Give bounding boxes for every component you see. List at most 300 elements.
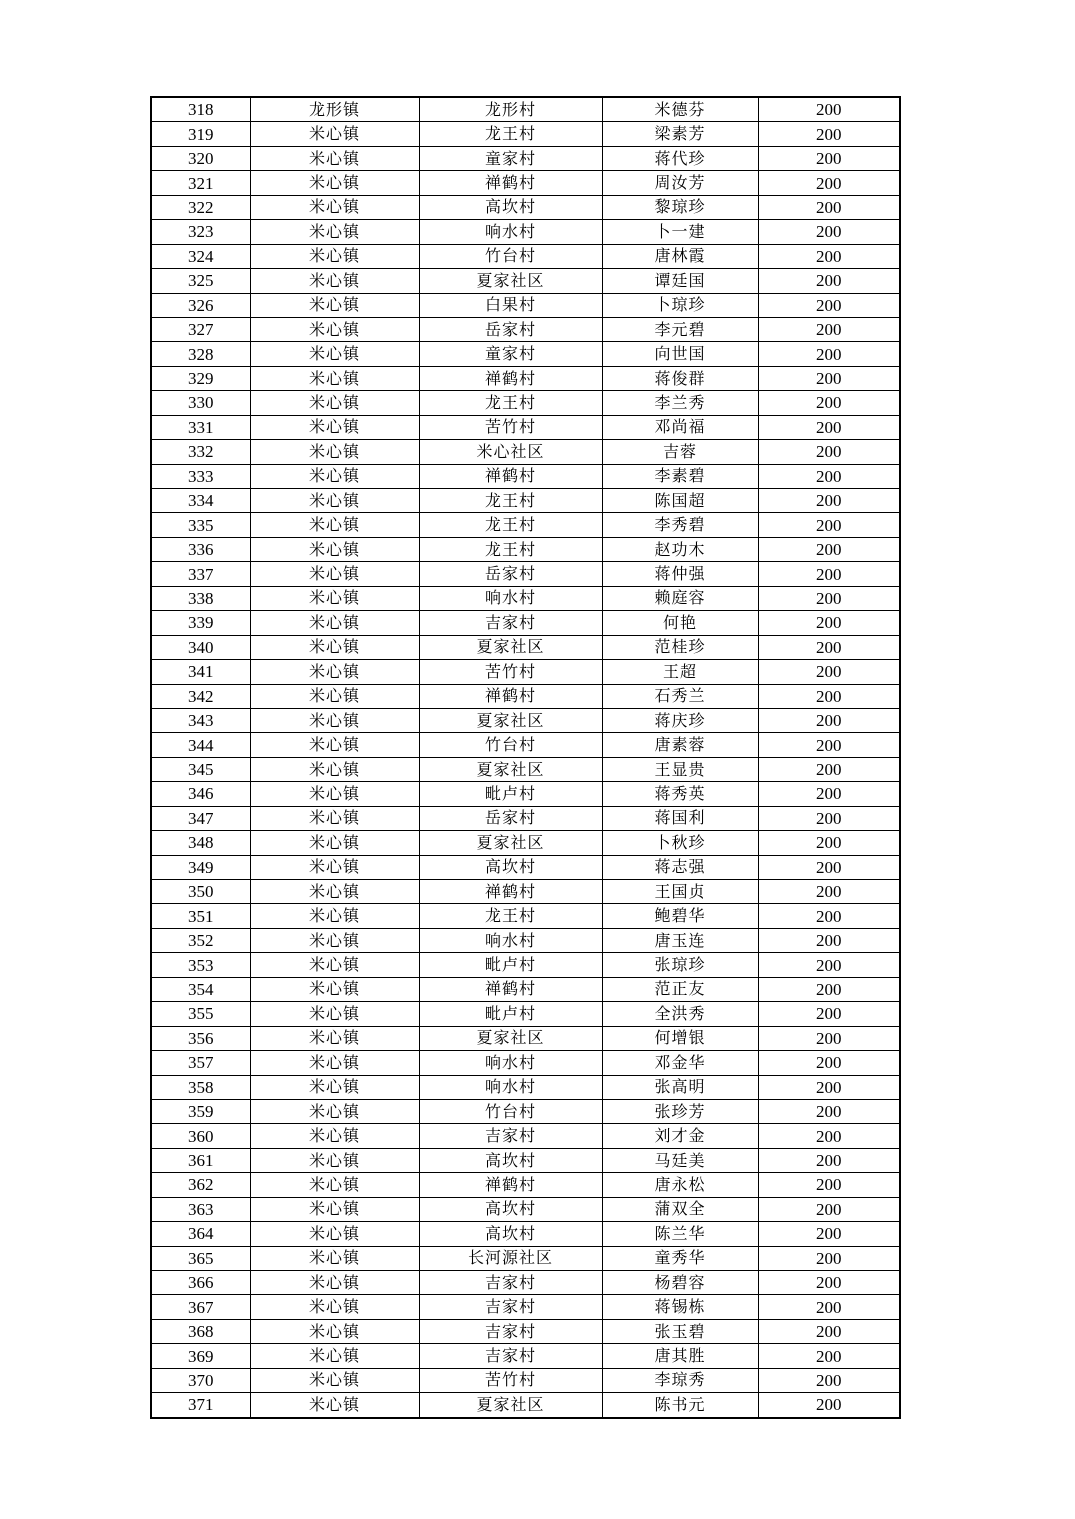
- village-cell: 夏家社区: [419, 708, 602, 732]
- row-number-cell: 362: [151, 1173, 250, 1197]
- village-cell: 高坎村: [419, 855, 602, 879]
- row-number-cell: 371: [151, 1393, 250, 1418]
- amount-cell: 200: [758, 1075, 900, 1099]
- row-number-cell: 351: [151, 904, 250, 928]
- amount-cell: 200: [758, 122, 900, 146]
- amount-cell: 200: [758, 244, 900, 268]
- row-number-cell: 338: [151, 586, 250, 610]
- name-cell: 王显贵: [602, 757, 758, 781]
- table-row: [151, 342, 900, 366]
- amount-cell: 200: [758, 904, 900, 928]
- name-cell: 吉蓉: [602, 440, 758, 464]
- village-cell: 响水村: [419, 928, 602, 952]
- village-cell: 童家村: [419, 146, 602, 170]
- town-cell: 米心镇: [250, 977, 419, 1001]
- name-cell: 童秀华: [602, 1246, 758, 1270]
- town-cell: 米心镇: [250, 1026, 419, 1050]
- town-cell: 米心镇: [250, 146, 419, 170]
- town-cell: 米心镇: [250, 611, 419, 635]
- row-number-cell: 354: [151, 977, 250, 1001]
- table-row: [151, 1075, 900, 1099]
- table-row: [151, 708, 900, 732]
- data-table: [150, 96, 901, 1419]
- name-cell: 唐玉连: [602, 928, 758, 952]
- town-cell: 米心镇: [250, 1271, 419, 1295]
- amount-cell: 200: [758, 195, 900, 219]
- name-cell: 蒋庆珍: [602, 708, 758, 732]
- town-cell: 米心镇: [250, 1051, 419, 1075]
- amount-cell: 200: [758, 953, 900, 977]
- table-row: [151, 1271, 900, 1295]
- name-cell: 马廷美: [602, 1148, 758, 1172]
- row-number-cell: 370: [151, 1368, 250, 1392]
- table-row: [151, 440, 900, 464]
- town-cell: 米心镇: [250, 440, 419, 464]
- row-number-cell: 360: [151, 1124, 250, 1148]
- village-cell: 毗卢村: [419, 953, 602, 977]
- amount-cell: 200: [758, 1246, 900, 1270]
- row-number-cell: 334: [151, 489, 250, 513]
- row-number-cell: 361: [151, 1148, 250, 1172]
- row-number-cell: 341: [151, 660, 250, 684]
- village-cell: 吉家村: [419, 1295, 602, 1319]
- amount-cell: 200: [758, 293, 900, 317]
- table-row: [151, 1002, 900, 1026]
- village-cell: 响水村: [419, 586, 602, 610]
- table-row: [151, 806, 900, 830]
- row-number-cell: 336: [151, 537, 250, 561]
- village-cell: 龙王村: [419, 391, 602, 415]
- name-cell: 谭廷国: [602, 269, 758, 293]
- amount-cell: 200: [758, 1002, 900, 1026]
- town-cell: 米心镇: [250, 904, 419, 928]
- row-number-cell: 343: [151, 708, 250, 732]
- village-cell: 岳家村: [419, 317, 602, 341]
- town-cell: 米心镇: [250, 122, 419, 146]
- name-cell: 蒋秀英: [602, 782, 758, 806]
- town-cell: 米心镇: [250, 293, 419, 317]
- name-cell: 蒋国利: [602, 806, 758, 830]
- village-cell: 禅鹤村: [419, 366, 602, 390]
- amount-cell: 200: [758, 1124, 900, 1148]
- row-number-cell: 331: [151, 415, 250, 439]
- town-cell: 米心镇: [250, 1075, 419, 1099]
- village-cell: 龙王村: [419, 513, 602, 537]
- amount-cell: 200: [758, 586, 900, 610]
- village-cell: 禅鹤村: [419, 684, 602, 708]
- name-cell: 陈书元: [602, 1393, 758, 1418]
- town-cell: 米心镇: [250, 195, 419, 219]
- name-cell: 卜秋珍: [602, 831, 758, 855]
- amount-cell: 200: [758, 317, 900, 341]
- town-cell: 米心镇: [250, 1197, 419, 1221]
- table-row: [151, 1197, 900, 1221]
- town-cell: 米心镇: [250, 562, 419, 586]
- row-number-cell: 357: [151, 1051, 250, 1075]
- village-cell: 苦竹村: [419, 1368, 602, 1392]
- table-row: [151, 1368, 900, 1392]
- amount-cell: 200: [758, 1173, 900, 1197]
- row-number-cell: 342: [151, 684, 250, 708]
- amount-cell: 200: [758, 782, 900, 806]
- table-row: [151, 855, 900, 879]
- row-number-cell: 363: [151, 1197, 250, 1221]
- village-cell: 龙王村: [419, 537, 602, 561]
- name-cell: 李元碧: [602, 317, 758, 341]
- village-cell: 童家村: [419, 342, 602, 366]
- name-cell: 何增银: [602, 1026, 758, 1050]
- village-cell: 禅鹤村: [419, 1173, 602, 1197]
- row-number-cell: 333: [151, 464, 250, 488]
- village-cell: 毗卢村: [419, 782, 602, 806]
- row-number-cell: 332: [151, 440, 250, 464]
- name-cell: 李秀碧: [602, 513, 758, 537]
- name-cell: 向世国: [602, 342, 758, 366]
- row-number-cell: 339: [151, 611, 250, 635]
- village-cell: 竹台村: [419, 244, 602, 268]
- village-cell: 夏家社区: [419, 635, 602, 659]
- town-cell: 米心镇: [250, 806, 419, 830]
- amount-cell: 200: [758, 562, 900, 586]
- name-cell: 卜一建: [602, 220, 758, 244]
- row-number-cell: 350: [151, 880, 250, 904]
- table-row: [151, 415, 900, 439]
- town-cell: 米心镇: [250, 489, 419, 513]
- row-number-cell: 319: [151, 122, 250, 146]
- village-cell: 吉家村: [419, 1319, 602, 1343]
- table-row: [151, 904, 900, 928]
- row-number-cell: 325: [151, 269, 250, 293]
- table-row: [151, 195, 900, 219]
- village-cell: 竹台村: [419, 733, 602, 757]
- table-row: [151, 1051, 900, 1075]
- name-cell: 唐其胜: [602, 1344, 758, 1368]
- village-cell: 夏家社区: [419, 269, 602, 293]
- row-number-cell: 320: [151, 146, 250, 170]
- amount-cell: 200: [758, 1099, 900, 1123]
- amount-cell: 200: [758, 635, 900, 659]
- table-row: [151, 391, 900, 415]
- town-cell: 米心镇: [250, 269, 419, 293]
- town-cell: 米心镇: [250, 635, 419, 659]
- row-number-cell: 330: [151, 391, 250, 415]
- amount-cell: 200: [758, 489, 900, 513]
- table-row: [151, 953, 900, 977]
- row-number-cell: 335: [151, 513, 250, 537]
- row-number-cell: 340: [151, 635, 250, 659]
- row-number-cell: 367: [151, 1295, 250, 1319]
- amount-cell: 200: [758, 97, 900, 122]
- amount-cell: 200: [758, 220, 900, 244]
- name-cell: 陈兰华: [602, 1222, 758, 1246]
- village-cell: 夏家社区: [419, 831, 602, 855]
- village-cell: 米心社区: [419, 440, 602, 464]
- row-number-cell: 352: [151, 928, 250, 952]
- row-number-cell: 355: [151, 1002, 250, 1026]
- name-cell: 蒲双全: [602, 1197, 758, 1221]
- row-number-cell: 322: [151, 195, 250, 219]
- town-cell: 米心镇: [250, 342, 419, 366]
- row-number-cell: 329: [151, 366, 250, 390]
- amount-cell: 200: [758, 1319, 900, 1343]
- table-row: [151, 586, 900, 610]
- name-cell: 蒋俊群: [602, 366, 758, 390]
- village-cell: 吉家村: [419, 1271, 602, 1295]
- name-cell: 李素碧: [602, 464, 758, 488]
- table-row: [151, 757, 900, 781]
- village-cell: 响水村: [419, 1051, 602, 1075]
- town-cell: 米心镇: [250, 1222, 419, 1246]
- town-cell: 米心镇: [250, 391, 419, 415]
- row-number-cell: 359: [151, 1099, 250, 1123]
- name-cell: 石秀兰: [602, 684, 758, 708]
- town-cell: 米心镇: [250, 317, 419, 341]
- village-cell: 吉家村: [419, 1124, 602, 1148]
- row-number-cell: 327: [151, 317, 250, 341]
- name-cell: 米德芬: [602, 97, 758, 122]
- name-cell: 李琼秀: [602, 1368, 758, 1392]
- village-cell: 夏家社区: [419, 757, 602, 781]
- town-cell: 米心镇: [250, 366, 419, 390]
- amount-cell: 200: [758, 1295, 900, 1319]
- town-cell: 米心镇: [250, 1295, 419, 1319]
- name-cell: 杨碧容: [602, 1271, 758, 1295]
- row-number-cell: 366: [151, 1271, 250, 1295]
- town-cell: 米心镇: [250, 1344, 419, 1368]
- table-row: [151, 293, 900, 317]
- town-cell: 米心镇: [250, 782, 419, 806]
- name-cell: 王超: [602, 660, 758, 684]
- row-number-cell: 323: [151, 220, 250, 244]
- name-cell: 邓尚福: [602, 415, 758, 439]
- town-cell: 米心镇: [250, 1173, 419, 1197]
- table-row: [151, 1344, 900, 1368]
- town-cell: 米心镇: [250, 684, 419, 708]
- name-cell: 赖庭容: [602, 586, 758, 610]
- name-cell: 范正友: [602, 977, 758, 1001]
- row-number-cell: 344: [151, 733, 250, 757]
- name-cell: 唐永松: [602, 1173, 758, 1197]
- town-cell: 米心镇: [250, 537, 419, 561]
- row-number-cell: 328: [151, 342, 250, 366]
- table-body: [151, 97, 900, 1418]
- table-row: [151, 97, 900, 122]
- amount-cell: 200: [758, 1051, 900, 1075]
- row-number-cell: 337: [151, 562, 250, 586]
- amount-cell: 200: [758, 977, 900, 1001]
- table-row: [151, 269, 900, 293]
- name-cell: 陈国超: [602, 489, 758, 513]
- town-cell: 米心镇: [250, 1246, 419, 1270]
- town-cell: 米心镇: [250, 1124, 419, 1148]
- name-cell: 蒋志强: [602, 855, 758, 879]
- village-cell: 龙形村: [419, 97, 602, 122]
- row-number-cell: 346: [151, 782, 250, 806]
- table-row: [151, 1246, 900, 1270]
- amount-cell: 200: [758, 708, 900, 732]
- table-row: [151, 122, 900, 146]
- table-row: [151, 1222, 900, 1246]
- name-cell: 张珍芳: [602, 1099, 758, 1123]
- table-row: [151, 1099, 900, 1123]
- village-cell: 禅鹤村: [419, 464, 602, 488]
- amount-cell: 200: [758, 1026, 900, 1050]
- town-cell: 米心镇: [250, 855, 419, 879]
- table-row: [151, 1026, 900, 1050]
- table-row: [151, 317, 900, 341]
- town-cell: 米心镇: [250, 1368, 419, 1392]
- town-cell: 米心镇: [250, 244, 419, 268]
- table-row: [151, 1124, 900, 1148]
- village-cell: 长河源社区: [419, 1246, 602, 1270]
- table-row: [151, 513, 900, 537]
- village-cell: 毗卢村: [419, 1002, 602, 1026]
- town-cell: 米心镇: [250, 415, 419, 439]
- town-cell: 米心镇: [250, 928, 419, 952]
- amount-cell: 200: [758, 611, 900, 635]
- table-row: [151, 831, 900, 855]
- amount-cell: 200: [758, 684, 900, 708]
- name-cell: 范桂珍: [602, 635, 758, 659]
- row-number-cell: 358: [151, 1075, 250, 1099]
- amount-cell: 200: [758, 660, 900, 684]
- name-cell: 李兰秀: [602, 391, 758, 415]
- table-row: [151, 928, 900, 952]
- village-cell: 白果村: [419, 293, 602, 317]
- row-number-cell: 348: [151, 831, 250, 855]
- amount-cell: 200: [758, 1393, 900, 1418]
- name-cell: 卜琼珍: [602, 293, 758, 317]
- name-cell: 张琼珍: [602, 953, 758, 977]
- amount-cell: 200: [758, 342, 900, 366]
- town-cell: 米心镇: [250, 660, 419, 684]
- name-cell: 全洪秀: [602, 1002, 758, 1026]
- village-cell: 高坎村: [419, 1222, 602, 1246]
- town-cell: 米心镇: [250, 733, 419, 757]
- name-cell: 周汝芳: [602, 171, 758, 195]
- town-cell: 米心镇: [250, 757, 419, 781]
- town-cell: 米心镇: [250, 1099, 419, 1123]
- amount-cell: 200: [758, 1148, 900, 1172]
- table-row: [151, 244, 900, 268]
- town-cell: 米心镇: [250, 1319, 419, 1343]
- row-number-cell: 365: [151, 1246, 250, 1270]
- table-row: [151, 1393, 900, 1418]
- name-cell: 张玉碧: [602, 1319, 758, 1343]
- name-cell: 蒋锡栋: [602, 1295, 758, 1319]
- amount-cell: 200: [758, 171, 900, 195]
- name-cell: 鲍碧华: [602, 904, 758, 928]
- amount-cell: 200: [758, 537, 900, 561]
- name-cell: 何艳: [602, 611, 758, 635]
- amount-cell: 200: [758, 1197, 900, 1221]
- name-cell: 邓金华: [602, 1051, 758, 1075]
- table-row: [151, 1319, 900, 1343]
- name-cell: 张高明: [602, 1075, 758, 1099]
- table-row: [151, 171, 900, 195]
- town-cell: 米心镇: [250, 953, 419, 977]
- town-cell: 米心镇: [250, 513, 419, 537]
- row-number-cell: 345: [151, 757, 250, 781]
- amount-cell: 200: [758, 806, 900, 830]
- row-number-cell: 324: [151, 244, 250, 268]
- village-cell: 禅鹤村: [419, 977, 602, 1001]
- table-row: [151, 366, 900, 390]
- village-cell: 禅鹤村: [419, 880, 602, 904]
- table-row: [151, 537, 900, 561]
- village-cell: 响水村: [419, 1075, 602, 1099]
- row-number-cell: 364: [151, 1222, 250, 1246]
- name-cell: 王国贞: [602, 880, 758, 904]
- village-cell: 竹台村: [419, 1099, 602, 1123]
- table-row: [151, 220, 900, 244]
- row-number-cell: 368: [151, 1319, 250, 1343]
- village-cell: 高坎村: [419, 195, 602, 219]
- village-cell: 岳家村: [419, 806, 602, 830]
- town-cell: 龙形镇: [250, 97, 419, 122]
- table-row: [151, 489, 900, 513]
- name-cell: 黎琼珍: [602, 195, 758, 219]
- name-cell: 蒋代珍: [602, 146, 758, 170]
- table-row: [151, 660, 900, 684]
- name-cell: 唐素蓉: [602, 733, 758, 757]
- row-number-cell: 326: [151, 293, 250, 317]
- name-cell: 唐林霞: [602, 244, 758, 268]
- village-cell: 夏家社区: [419, 1026, 602, 1050]
- village-cell: 高坎村: [419, 1197, 602, 1221]
- amount-cell: 200: [758, 513, 900, 537]
- village-cell: 吉家村: [419, 1344, 602, 1368]
- amount-cell: 200: [758, 757, 900, 781]
- amount-cell: 200: [758, 733, 900, 757]
- table-row: [151, 733, 900, 757]
- row-number-cell: 349: [151, 855, 250, 879]
- village-cell: 龙王村: [419, 122, 602, 146]
- village-cell: 禅鹤村: [419, 171, 602, 195]
- amount-cell: 200: [758, 1271, 900, 1295]
- village-cell: 龙王村: [419, 904, 602, 928]
- town-cell: 米心镇: [250, 880, 419, 904]
- name-cell: 赵功木: [602, 537, 758, 561]
- amount-cell: 200: [758, 928, 900, 952]
- amount-cell: 200: [758, 146, 900, 170]
- name-cell: 蒋仲强: [602, 562, 758, 586]
- amount-cell: 200: [758, 415, 900, 439]
- row-number-cell: 369: [151, 1344, 250, 1368]
- table-row: [151, 146, 900, 170]
- village-cell: 夏家社区: [419, 1393, 602, 1418]
- town-cell: 米心镇: [250, 586, 419, 610]
- amount-cell: 200: [758, 880, 900, 904]
- row-number-cell: 356: [151, 1026, 250, 1050]
- table-row: [151, 684, 900, 708]
- table-row: [151, 1173, 900, 1197]
- village-cell: 高坎村: [419, 1148, 602, 1172]
- amount-cell: 200: [758, 1222, 900, 1246]
- town-cell: 米心镇: [250, 1148, 419, 1172]
- name-cell: 梁素芳: [602, 122, 758, 146]
- amount-cell: 200: [758, 440, 900, 464]
- village-cell: 龙王村: [419, 489, 602, 513]
- town-cell: 米心镇: [250, 1393, 419, 1418]
- table-row: [151, 1148, 900, 1172]
- table-row: [151, 464, 900, 488]
- village-cell: 响水村: [419, 220, 602, 244]
- amount-cell: 200: [758, 831, 900, 855]
- village-cell: 苦竹村: [419, 660, 602, 684]
- amount-cell: 200: [758, 366, 900, 390]
- table-row: [151, 611, 900, 635]
